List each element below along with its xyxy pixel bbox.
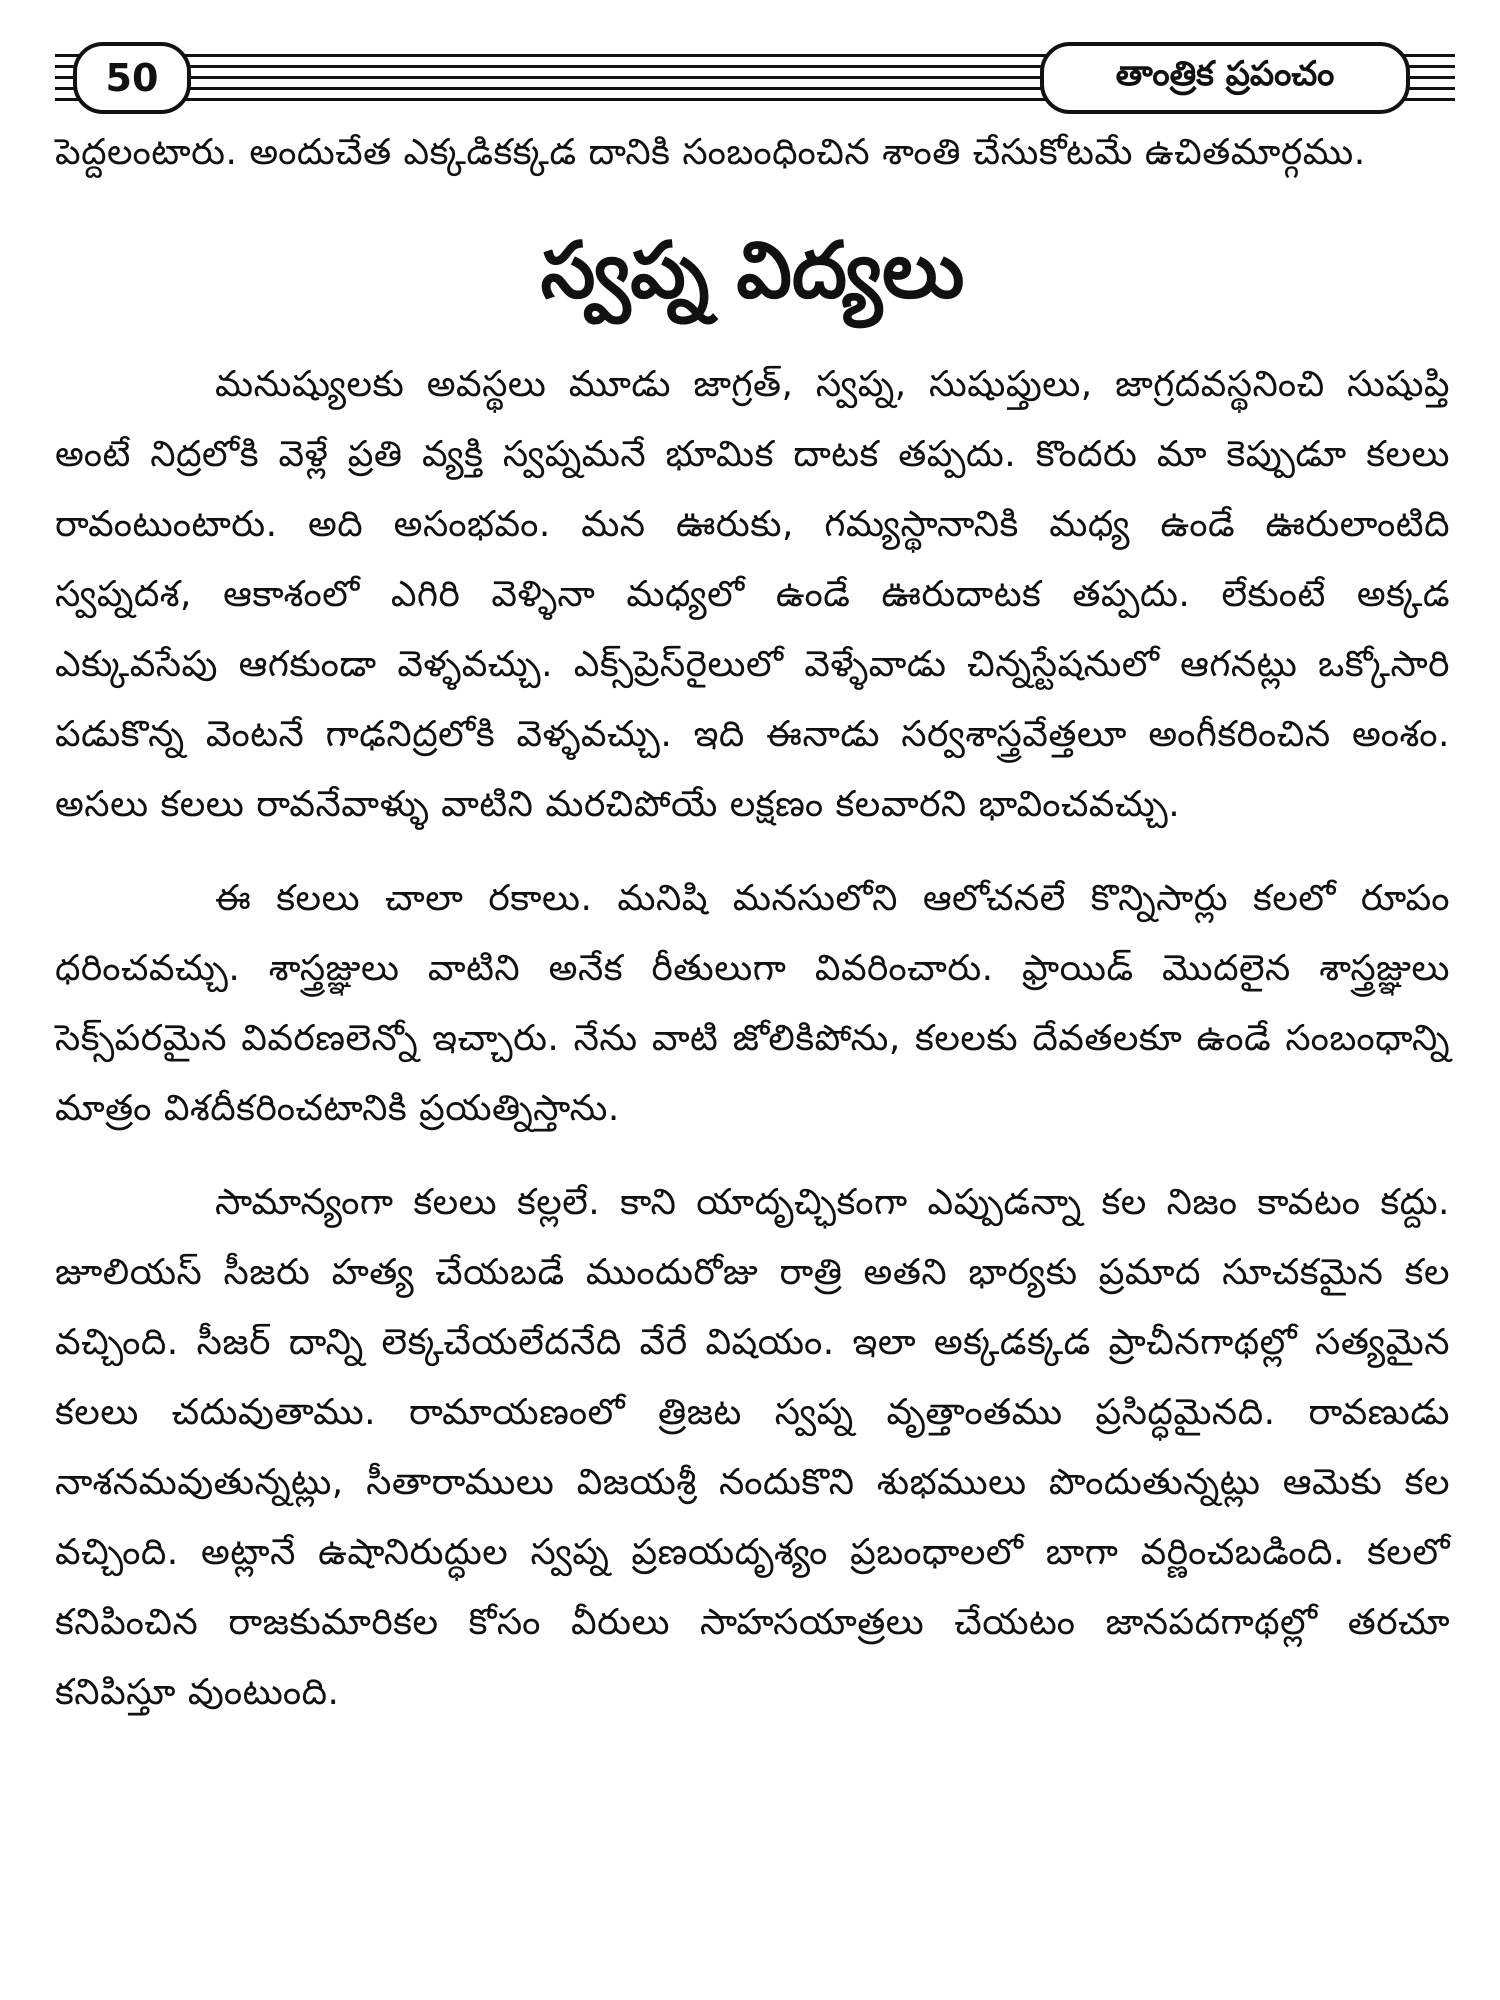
book-title: తాంత్రిక ప్రపంచం	[1040, 42, 1410, 114]
chapter-title: స్వప్న విద్యలు	[540, 226, 965, 316]
body-paragraph-3: సామాన్యంగా కలలు కల్లలే. కాని యాదృచ్ఛికంగా ఎప్పుడన్నా కల నిజం కావటం కద్దు. జూలియస్ సీజరు హత్య చేయబడే ముందురోజు రాత్రి అతని భార్యకు ప్రమాద సూచకమైన కల వచ్చింది. సీజర్ దాన్ని లెక్కచేయలేదనేది వేరే విషయం. ఇలా అక్కడక్కడ ప్రాచీనగాథల్లో సత్యమైన కలలు చదువుతాము. రామాయణంలో త్రిజట స్వప్న వృత్తాంతము ప్రసిద్ధమైనది. రావణుడు నాశనమవుతున్నట్లు, సీతారాములు విజయశ్రీ నందుకొని శుభములు పొందుతున్నట్లు ఆమెకు కల వచ్చింది. అట్లానే ఉషానిరుద్ధుల స్వప్న ప్రణయదృశ్యం ప్రబంధాలలో బాగా వర్ణించబడింది. కలలో కనిపించిన రాజకుమారికల కోసం వీరులు సాహసయాత్రలు చేయటం జానపదగాథల్లో తరచూ కనిపిస్తూ వుంటుంది.	[55, 1182, 1450, 1713]
page-header	[55, 42, 1455, 114]
intro-paragraph: పెద్దలంటారు. అందుచేత ఎక్కడికక్కడ దానికి సంబంధించిన శాంతి చేసుకోటమే ఉచితమార్గము.	[55, 132, 1366, 173]
page-content	[55, 118, 1450, 1728]
page-number: 50	[73, 42, 191, 114]
body-paragraph-2: ఈ కలలు చాలా రకాలు. మనిషి మనసులోని ఆలోచనలే కొన్నిసార్లు కలలో రూపం ధరించవచ్చు. శాస్త్రజ్ఞులు వాటిని అనేక రీతులుగా వివరించారు. ఫ్రాయిడ్ మొదలైన శాస్త్రజ్ఞులు సెక్స్‌పరమైన వివరణలెన్నో ఇచ్చారు. నేను వాటి జోలికిపోను, కలలకు దేవతలకూ ఉండే సంబంధాన్ని మాత్రం విశదీకరించటానికి ప్రయత్నిస్తాను.	[55, 878, 1450, 1129]
body-paragraph-1: మనుష్యులకు అవస్థలు మూడు జాగ్రత్, స్వప్న, సుషుప్తులు, జాగ్రదవస్థనించి సుషుప్తి అంటే నిద్రలోకి వెళ్లే ప్రతి వ్యక్తి స్వప్నమనే భూమిక దాటక తప్పదు. కొందరు మా కెప్పుడూ కలలు రావంటుంటారు. అది అసంభవం. మన ఊరుకు, గమ్యస్థానానికి మధ్య ఉండే ఊరులాంటిది స్వప్నదశ, ఆకాశంలో ఎగిరి వెళ్ళినా మధ్యలో ఉండే ఊరుదాటక తప్పదు. లేకుంటే అక్కడ ఎక్కువసేపు ఆగకుండా వెళ్ళవచ్చు. ఎక్స్‌ప్రెస్‌రైలులో వెళ్ళేవాడు చిన్నస్టేషనులో ఆగనట్లు ఒక్కోసారి పడుకొన్న వెంటనే గాఢనిద్రలోకి వెళ్ళవచ్చు. ఇది ఈనాడు సర్వశాస్త్రవేత్తలూ అంగీకరించిన అంశం. అసలు కలలు రావనేవాళ్ళు వాటిని మరచిపోయే లక్షణం కలవారని భావించవచ్చు.	[55, 364, 1450, 825]
